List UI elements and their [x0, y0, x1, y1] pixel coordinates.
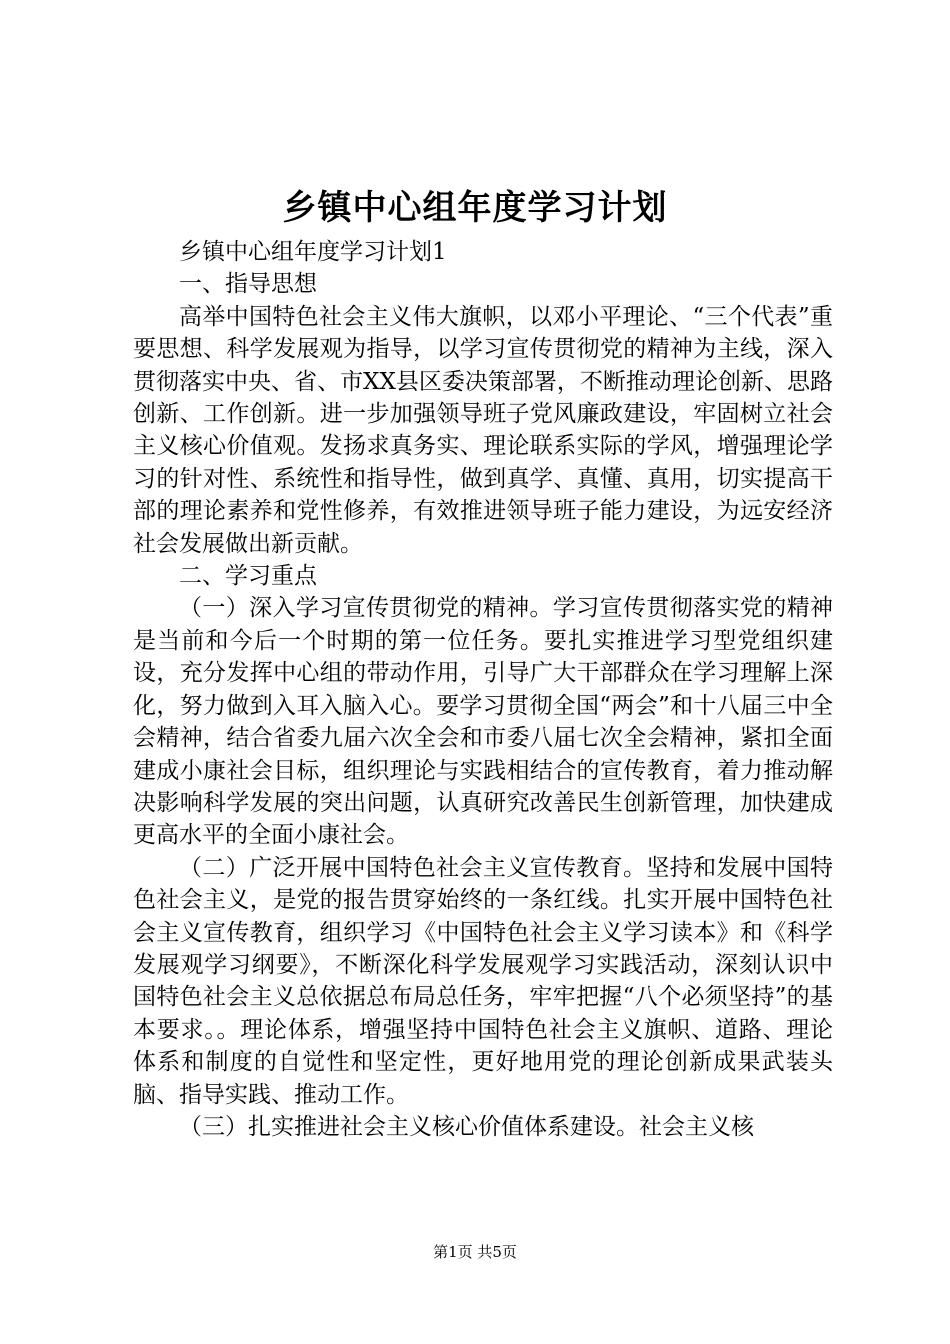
paragraph-focus-2: （二）广泛开展中国特色社会主义宣传教育。坚持和发展中国特色社会主义，是党的报告贯穿始终的一条红线。扎实开展中国特色社会主义宣传教育，组织学习《中国特色社会主义学习读本》和《科学发展观学习纲要》，不断深化科学发展观学习实践活动，深刻认识中国特色社会主义总依据总布局总任务，牢牢把握“八个必须坚持”的基本要求。。理论体系，增强坚持中国特色社会主义旗帜、道路、理论体系和制度的自觉性和坚定性，更好地用党的理论创新成果武装头脑、指导实践、推动工作。 [133, 854, 833, 1108]
section-heading-guiding-thought: 一、指导思想 [179, 271, 317, 298]
paragraph-guiding-thought: 高举中国特色社会主义伟大旗帜，以邓小平理论、“三个代表”重要思想、科学发展观为指导，以学习宣传贯彻党的精神为主线，深入贯彻落实中央、省、市XX县区委决策部署，不断推动理论创新、思路创新、工作创新。进一步加强领导班子党风廉政建设，牢固树立社会主义核心价值观。发扬求真务实、理论联系实际的学风，增强理论学习的针对性、系统性和指导性，做到真学、真懂、真用，切实提高干部的理论素养和党性修养，有效推进领导班子能力建设，为远安经济社会发展做出新贡献。 [133, 303, 833, 557]
paragraph-focus-3: （三）扎实推进社会主义核心价值体系建设。社会主义核 [179, 1113, 754, 1140]
subtitle-line: 乡镇中心组年度学习计划1 [179, 239, 447, 265]
paragraph-focus-1: （一）深入学习宣传贯彻党的精神。学习宣传贯彻落实党的精神是当前和今后一个时期的第一位任务。要扎实推进学习型党组织建设，充分发挥中心组的带动作用，引导广大干部群众在学习理解上深化，努力做到入耳入脑入心。要学习贯彻全国“两会”和十八届三中全会精神，结合省委九届六次全会和市委八届七次全会精神，紧扣全面建成小康社会目标，组织理论与实践相结合的宣传教育，着力推动解决影响科学发展的突出问题，认真研究改善民生创新管理，加快建成更高水平的全面小康社会。 [133, 595, 833, 849]
document-title: 乡镇中心组年度学习计划 [282, 188, 668, 228]
page-footer: 第1页 共5页 [433, 1243, 517, 1261]
section-heading-study-focus: 二、学习重点 [179, 563, 317, 590]
document-body [133, 236, 833, 1143]
